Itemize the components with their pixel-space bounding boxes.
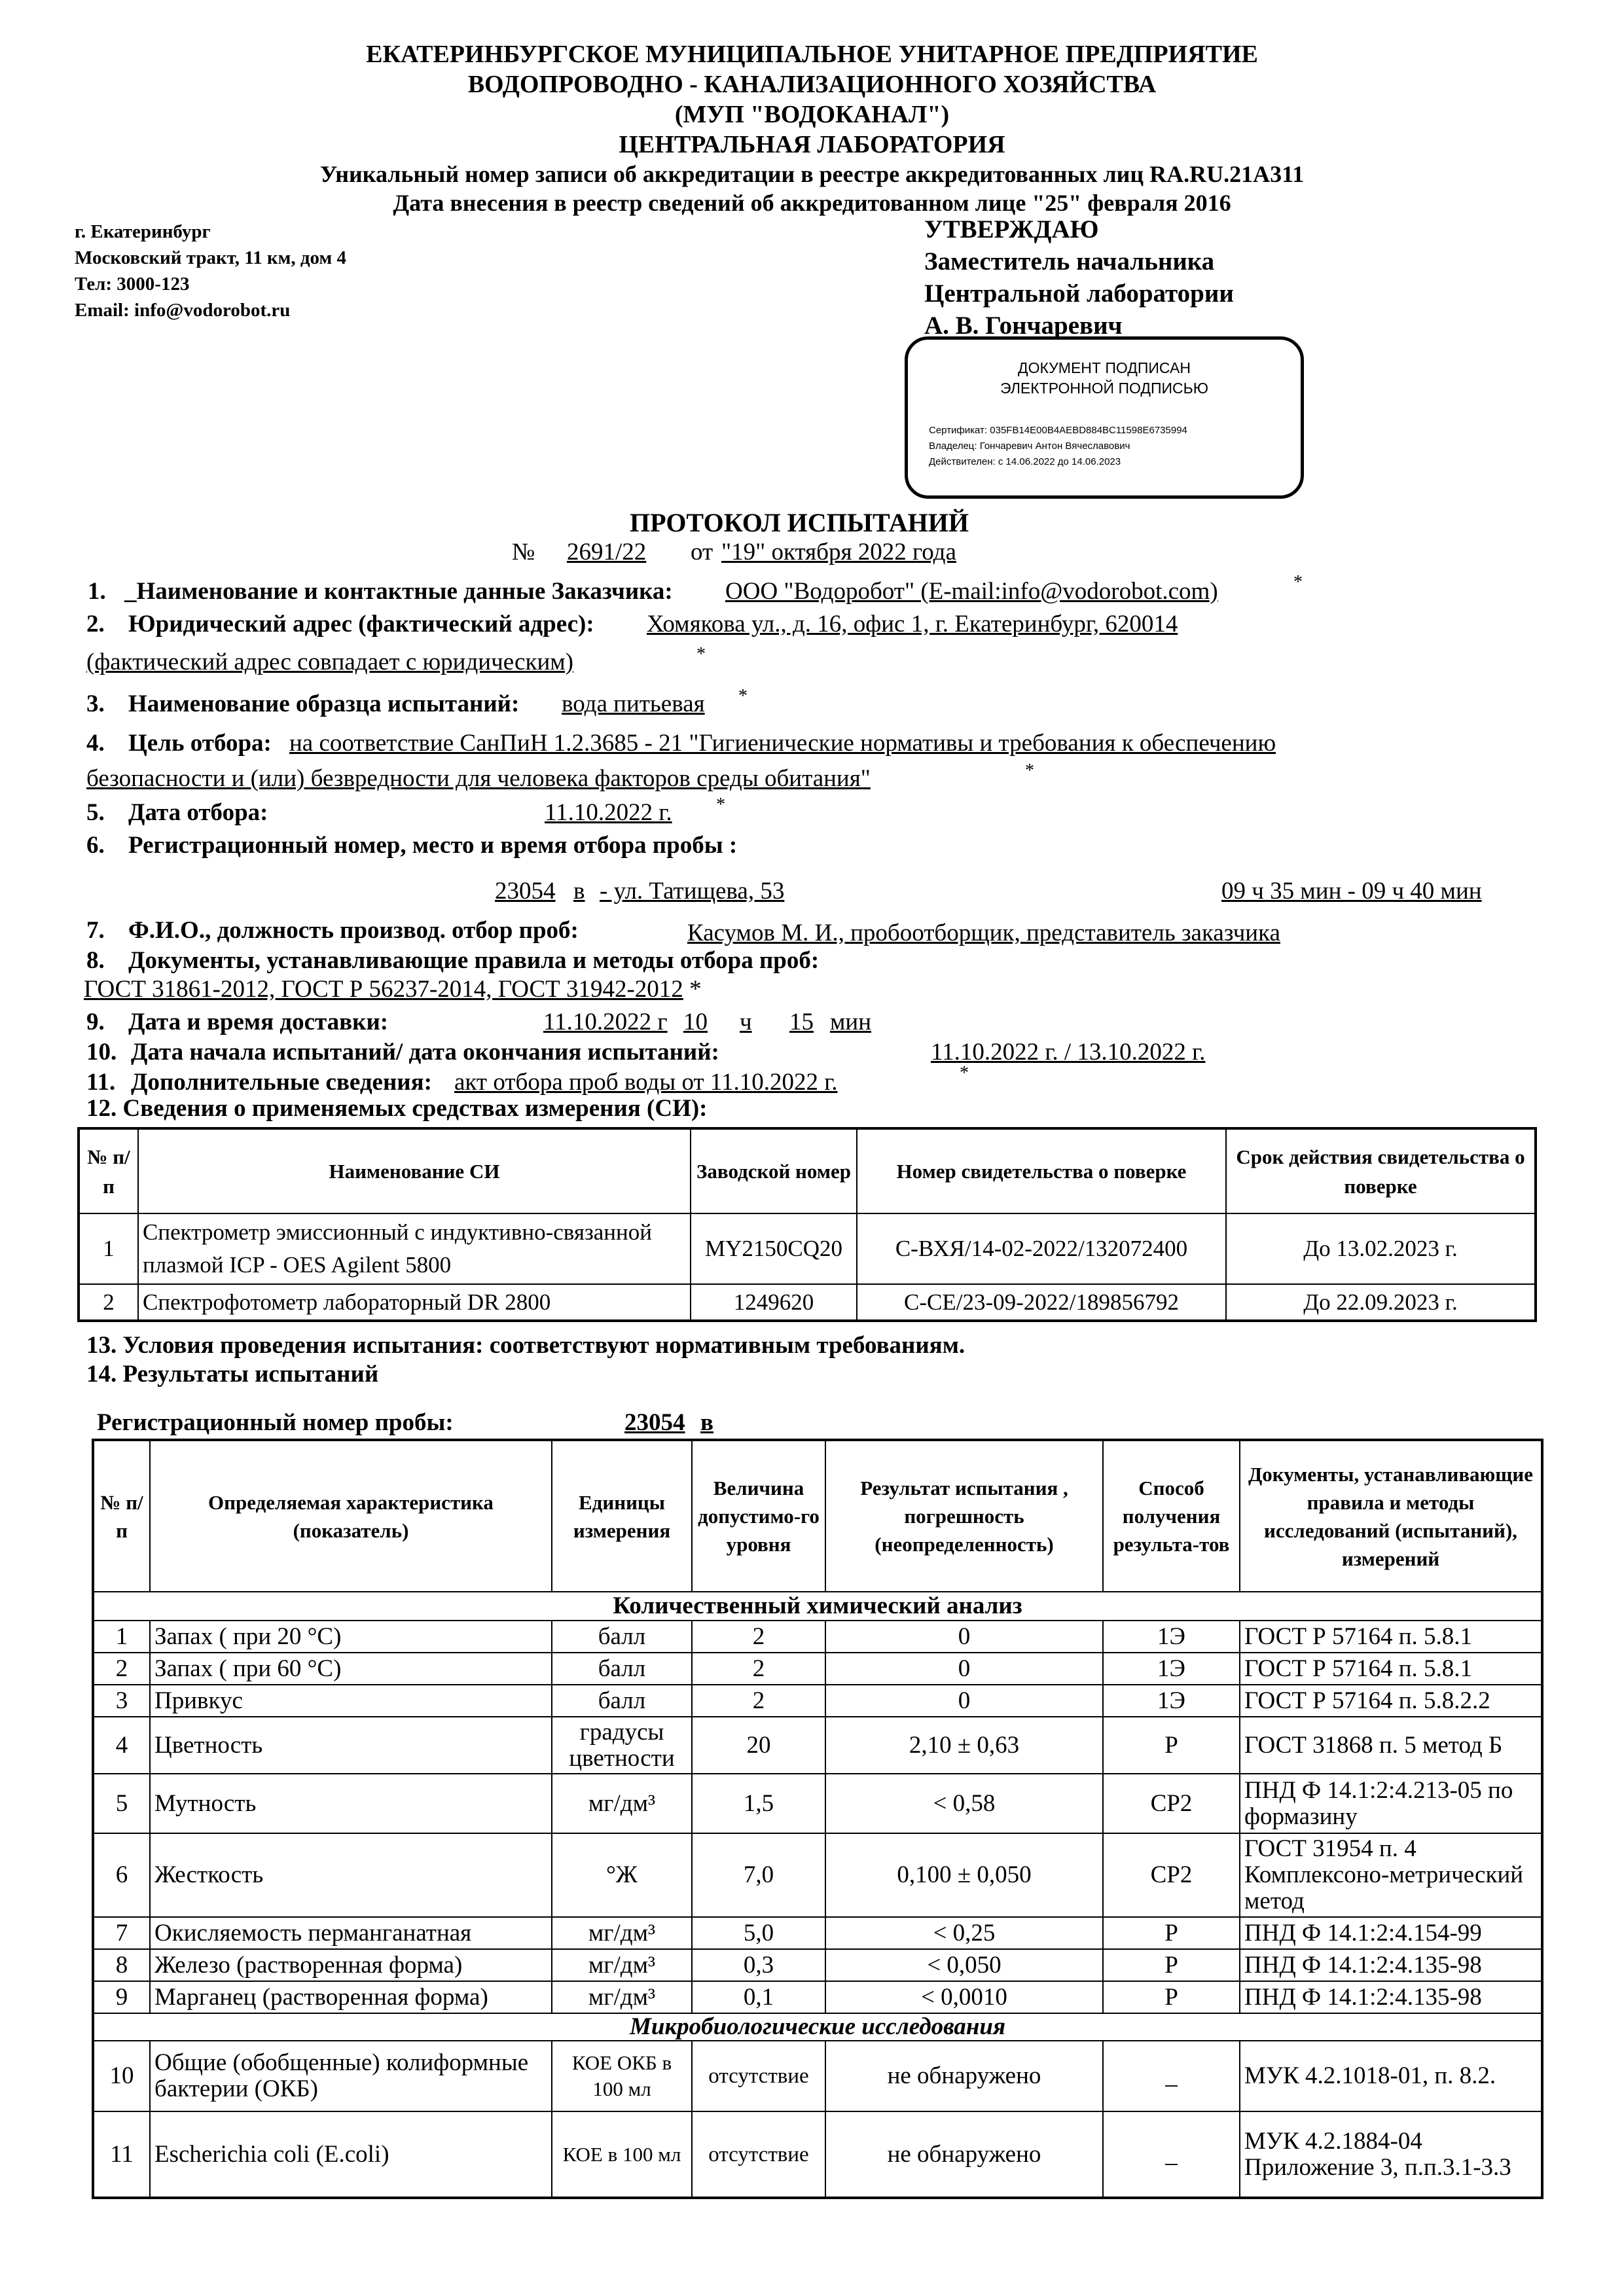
res-row1-name: Запах ( при 20 °С)	[150, 1621, 552, 1653]
res-row9-result: < 0,0010	[825, 1981, 1103, 2013]
protocol-title: ПРОТОКОЛ ИСПЫТАНИЙ	[630, 508, 969, 537]
res-row6-unit: °Ж	[552, 1833, 692, 1917]
res-row2-limit: 2	[692, 1653, 825, 1685]
table-row	[93, 1774, 1542, 1833]
item6-reg-suffix: в	[573, 878, 585, 905]
res-row10-limit: отсутствие	[692, 2041, 825, 2111]
si-col-certificate: Номер свидетельства о поверке	[857, 1128, 1226, 1213]
item2-note: (фактический адрес совпадает с юридическим)	[86, 649, 573, 675]
res-row5-limit: 1,5	[692, 1774, 825, 1833]
res-row1-result: 0	[825, 1621, 1103, 1653]
org-name-line4: ЦЕНТРАЛЬНАЯ ЛАБОРАТОРИЯ	[619, 131, 1005, 158]
item8-documents-line	[84, 975, 702, 1004]
res-row10-result: не обнаружено	[825, 2041, 1103, 2111]
approver-position2: Центральной лаборатории	[924, 279, 1234, 308]
sample-number: 23054	[624, 1409, 685, 1436]
si-row1-serial: MY2150CQ20	[691, 1213, 857, 1284]
si-row1-certificate: С-ВХЯ/14-02-2022/132072400	[857, 1213, 1226, 1284]
item10-label: Дата начала испытаний/ дата окончания испытаний:	[131, 1039, 719, 1066]
res-row1-document: ГОСТ Р 57164 п. 5.8.1	[1240, 1621, 1542, 1653]
res-row6-number: 6	[93, 1833, 150, 1917]
item1-label: _Наименование и контактные данные Заказчика:	[124, 578, 673, 605]
protocol-date-prefix: от	[691, 539, 713, 565]
res-row4-limit: 20	[692, 1717, 825, 1774]
item5-number: 5.	[86, 799, 105, 826]
address-phone: Тел: 3000-123	[75, 274, 190, 295]
si-row2-serial: 1249620	[691, 1284, 857, 1321]
res-row2-result: 0	[825, 1653, 1103, 1685]
org-name-line3: (МУП "ВОДОКАНАЛ")	[674, 101, 950, 128]
org-name-line2: ВОДОПРОВОДНО - КАНАЛИЗАЦИОННОГО ХОЗЯЙСТВА	[467, 71, 1157, 98]
item8-documents: ГОСТ 31861-2012, ГОСТ Р 56237-2014, ГОСТ 31942-2012	[84, 976, 683, 1003]
item6-place: - ул. Татищева, 53	[600, 878, 785, 905]
item6-number: 6.	[86, 832, 105, 859]
res-row10-method: _	[1103, 2041, 1240, 2111]
item9-hours: 10	[683, 1009, 708, 1035]
res-row3-document: ГОСТ Р 57164 п. 5.8.2.2	[1240, 1685, 1542, 1717]
res-row9-document: ПНД Ф 14.1:2:4.135-98	[1240, 1981, 1542, 2013]
table-row	[93, 2041, 1542, 2111]
res-row4-document: ГОСТ 31868 п. 5 метод Б	[1240, 1717, 1542, 1774]
item6-label: Регистрационный номер, место и время отбора пробы :	[128, 832, 738, 859]
item9-minutes: 15	[789, 1009, 814, 1035]
res-row2-number: 2	[93, 1653, 150, 1685]
approver-name: А. В. Гончаревич	[924, 312, 1123, 340]
res-row11-unit: КОЕ в 100 мл	[552, 2111, 692, 2198]
section-chemical-analysis: Количественный химический анализ	[93, 1592, 1542, 1621]
item14-results-heading: 14. Результаты испытаний	[86, 1361, 379, 1388]
res-row7-limit: 5,0	[692, 1917, 825, 1949]
res-row5-unit: мг/дм³	[552, 1774, 692, 1833]
si-row1-validity: До 13.02.2023 г.	[1226, 1213, 1536, 1284]
res-col-number: № п/п	[93, 1440, 150, 1592]
res-row8-number: 8	[93, 1949, 150, 1981]
res-row2-method: 1Э	[1103, 1653, 1240, 1685]
item5-footnote-mark: *	[716, 795, 725, 815]
res-row5-number: 5	[93, 1774, 150, 1833]
address-city: г. Екатеринбург	[75, 221, 211, 242]
res-row6-document: ГОСТ 31954 п. 4 Комплексоно-метрический метод	[1240, 1833, 1542, 1917]
item12-heading: 12. Сведения о применяемых средствах измерения (СИ):	[86, 1095, 708, 1122]
res-row3-method: 1Э	[1103, 1685, 1240, 1717]
si-row1-name: Спектрометр эмиссионный с индуктивно-связанной плазмой ICP - OES Agilent 5800	[138, 1213, 691, 1284]
res-row4-name: Цветность	[150, 1717, 552, 1774]
res-row5-method: СР2	[1103, 1774, 1240, 1833]
res-row8-document: ПНД Ф 14.1:2:4.135-98	[1240, 1949, 1542, 1981]
item6-time: 09 ч 35 мин - 09 ч 40 мин	[1221, 878, 1482, 905]
approve-heading: УТВЕРЖДАЮ	[924, 215, 1099, 243]
res-col-unit: Единицы измерения	[552, 1440, 692, 1592]
res-row8-limit: 0,3	[692, 1949, 825, 1981]
table-row	[93, 1917, 1542, 1949]
item11-footnote-mark: *	[960, 1063, 969, 1083]
res-row4-method: Р	[1103, 1717, 1240, 1774]
item2-number: 2.	[86, 611, 105, 637]
res-col-result: Результат испытания , погрешность (неопределенность)	[825, 1440, 1103, 1592]
protocol-number-sign: №	[512, 539, 535, 565]
item5-sampling-date: 11.10.2022 г.	[545, 799, 672, 826]
res-row3-unit: балл	[552, 1685, 692, 1717]
section-row	[93, 2013, 1542, 2041]
res-row1-number: 1	[93, 1621, 150, 1653]
res-row11-method: _	[1103, 2111, 1240, 2198]
item9-date: 11.10.2022 г	[543, 1009, 668, 1035]
res-row5-document: ПНД Ф 14.1:2:4.213-05 по формазину	[1240, 1774, 1542, 1833]
res-row6-name: Жесткость	[150, 1833, 552, 1917]
stamp-certificate: Сертификат: 035FB14E00B4AEBD884BC11598E6735994	[929, 425, 1187, 436]
table-row	[93, 1949, 1542, 1981]
res-row11-result: не обнаружено	[825, 2111, 1103, 2198]
si-row2-number: 2	[79, 1284, 138, 1321]
electronic-signature-stamp	[905, 336, 1304, 499]
res-row8-result: < 0,050	[825, 1949, 1103, 1981]
approver-position1: Заместитель начальника	[924, 247, 1215, 276]
item1-customer: ООО "Водоробот" (E-mail:info@vodorobot.com)	[725, 578, 1218, 605]
res-row10-document: МУК 4.2.1018-01, п. 8.2.	[1240, 2041, 1542, 2111]
approval-block	[924, 213, 1234, 342]
si-col-name: Наименование СИ	[138, 1128, 691, 1213]
si-row2-certificate: С-СЕ/23-09-2022/189856792	[857, 1284, 1226, 1321]
item4-number: 4.	[86, 730, 105, 757]
si-col-number: № п/п	[79, 1128, 138, 1213]
res-row10-name: Общие (обобщенные) колиформные бактерии (ОКБ)	[150, 2041, 552, 2111]
res-col-method: Способ получения результа-тов	[1103, 1440, 1240, 1592]
stamp-line1: ДОКУМЕНТ ПОДПИСАН	[1018, 359, 1191, 376]
item11-number: 11.	[86, 1069, 116, 1096]
res-row4-result: 2,10 ± 0,63	[825, 1717, 1103, 1774]
item7-sampler: Касумов М. И., пробоотборщик, представитель заказчика	[687, 920, 1280, 946]
item3-sample-name: вода питьевая	[562, 691, 705, 717]
res-row6-result: 0,100 ± 0,050	[825, 1833, 1103, 1917]
sample-number-label: Регистрационный номер пробы:	[97, 1409, 454, 1436]
res-row6-limit: 7,0	[692, 1833, 825, 1917]
res-col-characteristic: Определяемая характеристика (показатель)	[150, 1440, 552, 1592]
res-row10-unit: КОЕ ОКБ в 100 мл	[552, 2041, 692, 2111]
res-row5-name: Мутность	[150, 1774, 552, 1833]
item2-address: Хомякова ул., д. 16, офис 1, г. Екатеринбург, 620014	[647, 611, 1178, 637]
res-row8-method: Р	[1103, 1949, 1240, 1981]
res-row3-number: 3	[93, 1685, 150, 1717]
test-results-table	[92, 1439, 1543, 2199]
address-block	[75, 219, 346, 323]
item6-reg-number: 23054	[495, 878, 556, 905]
table-row	[79, 1284, 1536, 1321]
table-row	[93, 1833, 1542, 1917]
res-row9-method: Р	[1103, 1981, 1240, 2013]
si-row2-validity: До 22.09.2023 г.	[1226, 1284, 1536, 1321]
res-row3-name: Привкус	[150, 1685, 552, 1717]
res-row4-number: 4	[93, 1717, 150, 1774]
item11-additional-info: акт отбора проб воды от 11.10.2022 г.	[454, 1069, 838, 1096]
item9-number: 9.	[86, 1009, 105, 1035]
table-row	[93, 1685, 1542, 1717]
res-row10-number: 10	[93, 2041, 150, 2111]
res-row11-document: МУК 4.2.1884-04 Приложение 3, п.п.3.1-3.3	[1240, 2111, 1542, 2198]
item8-label: Документы, устанавливающие правила и методы отбора проб:	[128, 947, 820, 974]
stamp-owner: Владелец: Гончаревич Антон Вячеславович	[929, 440, 1130, 452]
accreditation-number: Уникальный номер записи об аккредитации в реестре аккредитованных лиц RA.RU.21A311	[319, 161, 1305, 187]
item4-purpose: на соответствие СанПиН 1.2.3685 - 21 "Гигиенические нормативы и требования к обеспечению	[289, 730, 1276, 757]
item4-purpose-cont: безопасности и (или) безвредности для человека факторов среды обитания"	[86, 765, 871, 792]
res-row7-document: ПНД Ф 14.1:2:4.154-99	[1240, 1917, 1542, 1949]
item9-hours-unit: ч	[740, 1009, 752, 1035]
section-row	[93, 1592, 1542, 1621]
item2-footnote-mark: *	[696, 644, 706, 664]
si-row1-number: 1	[79, 1213, 138, 1284]
res-row7-unit: мг/дм³	[552, 1917, 692, 1949]
item10-number: 10.	[86, 1039, 117, 1066]
lab-header	[0, 39, 1624, 217]
item5-label: Дата отбора:	[128, 799, 268, 826]
item3-number: 3.	[86, 691, 105, 717]
item7-label: Ф.И.О., должность производ. отбор проб:	[128, 917, 579, 944]
item10-test-dates: 11.10.2022 г. / 13.10.2022 г.	[931, 1039, 1206, 1066]
item11-label: Дополнительные сведения:	[131, 1069, 432, 1096]
stamp-validity: Действителен: с 14.06.2022 до 14.06.2023	[929, 456, 1121, 467]
res-row7-number: 7	[93, 1917, 150, 1949]
res-row7-name: Окисляемость перманганатная	[150, 1917, 552, 1949]
table-row	[93, 1621, 1542, 1653]
res-row11-name: Escherichia coli (E.coli)	[150, 2111, 552, 2198]
table-row	[79, 1213, 1536, 1284]
table-row	[93, 1717, 1542, 1774]
res-row7-method: Р	[1103, 1917, 1240, 1949]
stamp-line2: ЭЛЕКТРОННОЙ ПОДПИСЬЮ	[1000, 380, 1208, 397]
org-name-line1: ЕКАТЕРИНБУРГСКОЕ МУНИЦИПАЛЬНОЕ УНИТАРНОЕ ПРЕДПРИЯТИЕ	[366, 41, 1258, 68]
res-col-limit: Величина допустимо-го уровня	[692, 1440, 825, 1592]
res-row8-unit: мг/дм³	[552, 1949, 692, 1981]
res-row9-limit: 0,1	[692, 1981, 825, 2013]
res-row1-method: 1Э	[1103, 1621, 1240, 1653]
address-email: Email: info@vodorobot.ru	[75, 300, 291, 321]
res-row2-name: Запах ( при 60 °С)	[150, 1653, 552, 1685]
item4-label: Цель отбора:	[128, 730, 272, 757]
item2-label: Юридический адрес (фактический адрес):	[128, 611, 594, 637]
res-row7-result: < 0,25	[825, 1917, 1103, 1949]
res-row5-result: < 0,58	[825, 1774, 1103, 1833]
res-row1-limit: 2	[692, 1621, 825, 1653]
res-row2-unit: балл	[552, 1653, 692, 1685]
registry-date: Дата внесения в реестр сведений об аккредитованном лице "25" февраля 2016	[393, 190, 1231, 216]
item9-label: Дата и время доставки:	[128, 1009, 389, 1035]
res-row6-method: СР2	[1103, 1833, 1240, 1917]
protocol-date: "19" октября 2022 года	[721, 539, 956, 565]
res-row4-unit: градусы цветности	[552, 1717, 692, 1774]
item1-footnote-mark: *	[1293, 572, 1303, 592]
res-row9-number: 9	[93, 1981, 150, 2013]
si-col-serial: Заводской номер	[691, 1128, 857, 1213]
protocol-number: 2691/22	[567, 539, 647, 565]
item4-footnote-mark: *	[1025, 761, 1034, 781]
res-row9-unit: мг/дм³	[552, 1981, 692, 2013]
item8-number: 8.	[86, 947, 105, 974]
results-header-row	[93, 1440, 1542, 1592]
section-microbiology: Микробиологические исследования	[93, 2013, 1542, 2041]
item8-footnote-mark: *	[683, 976, 702, 1003]
res-row9-name: Марганец (растворенная форма)	[150, 1981, 552, 2013]
address-street: Московский тракт, 11 км, дом 4	[75, 247, 346, 268]
res-row8-name: Железо (растворенная форма)	[150, 1949, 552, 1981]
item9-minutes-unit: мин	[830, 1009, 872, 1035]
res-row11-limit: отсутствие	[692, 2111, 825, 2198]
si-header-row	[79, 1128, 1536, 1213]
res-row1-unit: балл	[552, 1621, 692, 1653]
item3-label: Наименование образца испытаний:	[128, 691, 520, 717]
table-row	[93, 2111, 1542, 2198]
res-row11-number: 11	[93, 2111, 150, 2198]
item1-number: 1.	[88, 578, 106, 605]
res-row3-limit: 2	[692, 1685, 825, 1717]
res-row3-result: 0	[825, 1685, 1103, 1717]
item7-number: 7.	[86, 917, 105, 944]
si-col-validity: Срок действия свидетельства о поверке	[1226, 1128, 1536, 1213]
table-row	[93, 1981, 1542, 2013]
measurement-instruments-table	[77, 1127, 1537, 1322]
item13-conditions: 13. Условия проведения испытания: соответствуют нормативным требованиям.	[86, 1332, 965, 1359]
si-row2-name: Спектрофотометр лабораторный DR 2800	[138, 1284, 691, 1321]
res-col-documents: Документы, устанавливающие правила и методы исследований (испытаний), измерений	[1240, 1440, 1542, 1592]
sample-number-suffix: в	[700, 1409, 713, 1436]
table-row	[93, 1653, 1542, 1685]
item3-footnote-mark: *	[738, 686, 748, 706]
res-row2-document: ГОСТ Р 57164 п. 5.8.1	[1240, 1653, 1542, 1685]
